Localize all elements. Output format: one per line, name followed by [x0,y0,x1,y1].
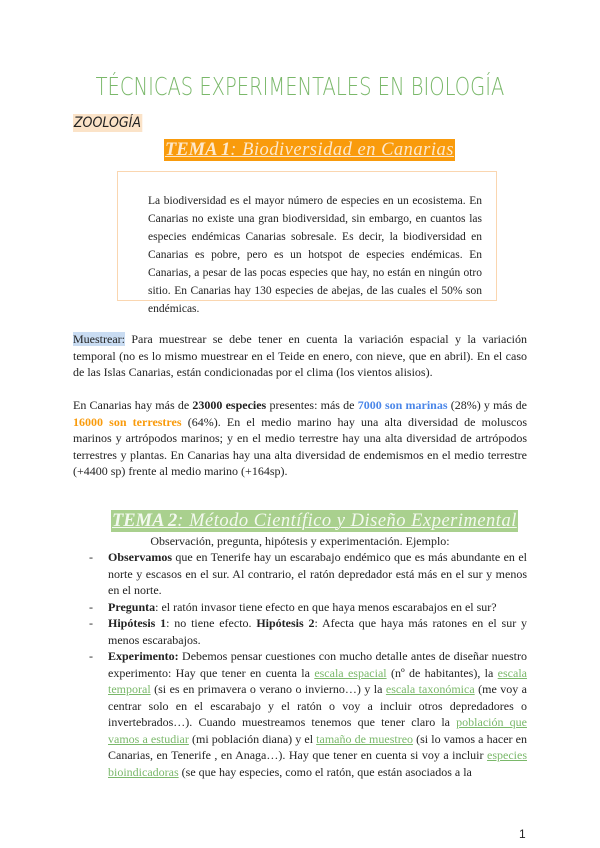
item-text: (si lo vamos a hacer en Canarias, en Tenerife , en Anaga…). Hay que tener en cuenta si voy a incluir [108,731,527,762]
item-term: Pregunta [108,599,156,614]
item-text: (nº de habitantes), la [386,665,498,680]
highlight-term: tamaño de muestreo [316,731,414,746]
text: En Canarias hay más de [73,398,193,412]
item-term: Observamos [108,550,172,564]
tema2-label: TEMA 2 [112,511,178,531]
tema1-title: : Biodiversidad en Canarias [230,140,454,160]
item-text: : Afecta que haya más ratones en el sur y menos escarabajos. [108,616,528,647]
item-text: (me voy a centrar solo en el escarabajo y el ratón o voy a incluir otros depredadores o invertebrados…). Cuando muestreamos tenemos que tener claro la [108,682,527,729]
list-item [73,615,527,648]
list-item [73,549,527,599]
text: (28%) y más de [447,398,528,412]
item-text: (mi población diana) y el [188,731,317,746]
item-text: que en Tenerife hay un escarabajo endémico que es más abundante en el norte y escasos en el sur. Al contrario, el ratón depredador está más en el sur y menos en el norte. [108,550,527,597]
item-text: (se que hay especies, como el ratón, que están asociados a la [178,764,472,779]
paragraph-species [73,397,527,480]
item-text: : no tiene efecto. [166,616,257,630]
highlight-term: escala taxonómica [385,682,475,696]
paragraph-muestrear [73,331,527,381]
highlight-term: escala temporal [108,665,527,696]
highlight-term: escala espacial [314,665,387,680]
item-term: Hipótesis 2 [256,616,315,630]
text: (64%). En el medio marino hay una alta diversidad de moluscos marinos y artrópodos marinos; y en el medio terrestre hay una alta diversidad de artrópodos terrestres y plantas. En Canarias hay una alta diversidad de endemismos en el medio terrestre (+4400 sp) frente al medio marino (+164sp). [73,414,527,478]
marine-species: 7000 son marinas [357,398,448,412]
species-total: 23000 especies [192,398,267,412]
page-number: 1 [519,827,526,841]
tema1-label: TEMA 1 [165,140,231,160]
tema2-heading [111,510,518,532]
item-text: : el ratón invasor tiene efecto en que haya menos escarabajos en el sur? [155,599,497,614]
term-muestrear: Muestrear: [73,332,125,346]
list-item [73,599,527,616]
tema1-heading [164,139,455,161]
highlight-term: población que vamos a estudiar [108,715,527,746]
item-term: Experimento: [108,649,179,663]
paragraph-text: Para muestrear se debe tener en cuenta la variación espacial y la variación temporal (no es lo mismo muestrear en el Teide en enero, con nieve, que en abril). En el caso de las Islas Canarias, están condicionadas por el clima (los vientos alisios). [73,332,527,379]
intro-line: Observación, pregunta, hipótesis y experimentación. Ejemplo: [150,534,450,548]
document-title: TÉCNICAS EXPERIMENTALES EN BIOLOGÍA [95,72,505,101]
item-text: Debemos pensar cuestiones con mucho detalle antes de diseñar nuestro experimento: Hay que tener en cuenta la [108,649,527,680]
item-text: (si es en primavera o verano o invierno…) y la [150,682,386,696]
definition-text: La biodiversidad es el mayor número de especies en un ecosistema. En Canarias no existe una gran biodiversidad, sin embargo, en cuantos las especies endémicas Canarias sobresale. Es decir, la biodiversidad en Canarias es pobre, pero es un hotspot de especies endémicas. En Canarias, a pesar de las pocas especies que hay, no están en ningún otro sitio. En Canarias hay 130 especies de abejas, de las cuales el 50% son endémicas. [148,195,482,315]
list-item [73,648,527,780]
text: presentes: más de [266,398,358,412]
tema2-title: : Método Científico y Diseño Experimental [177,511,517,531]
section-heading: ZOOLOGÍA [73,115,142,131]
terrestrial-species: 16000 son terrestres [73,414,182,429]
item-term: Hipótesis 1 [108,616,167,630]
method-list [73,549,527,780]
highlight-term: especies bioindicadoras [108,748,527,779]
